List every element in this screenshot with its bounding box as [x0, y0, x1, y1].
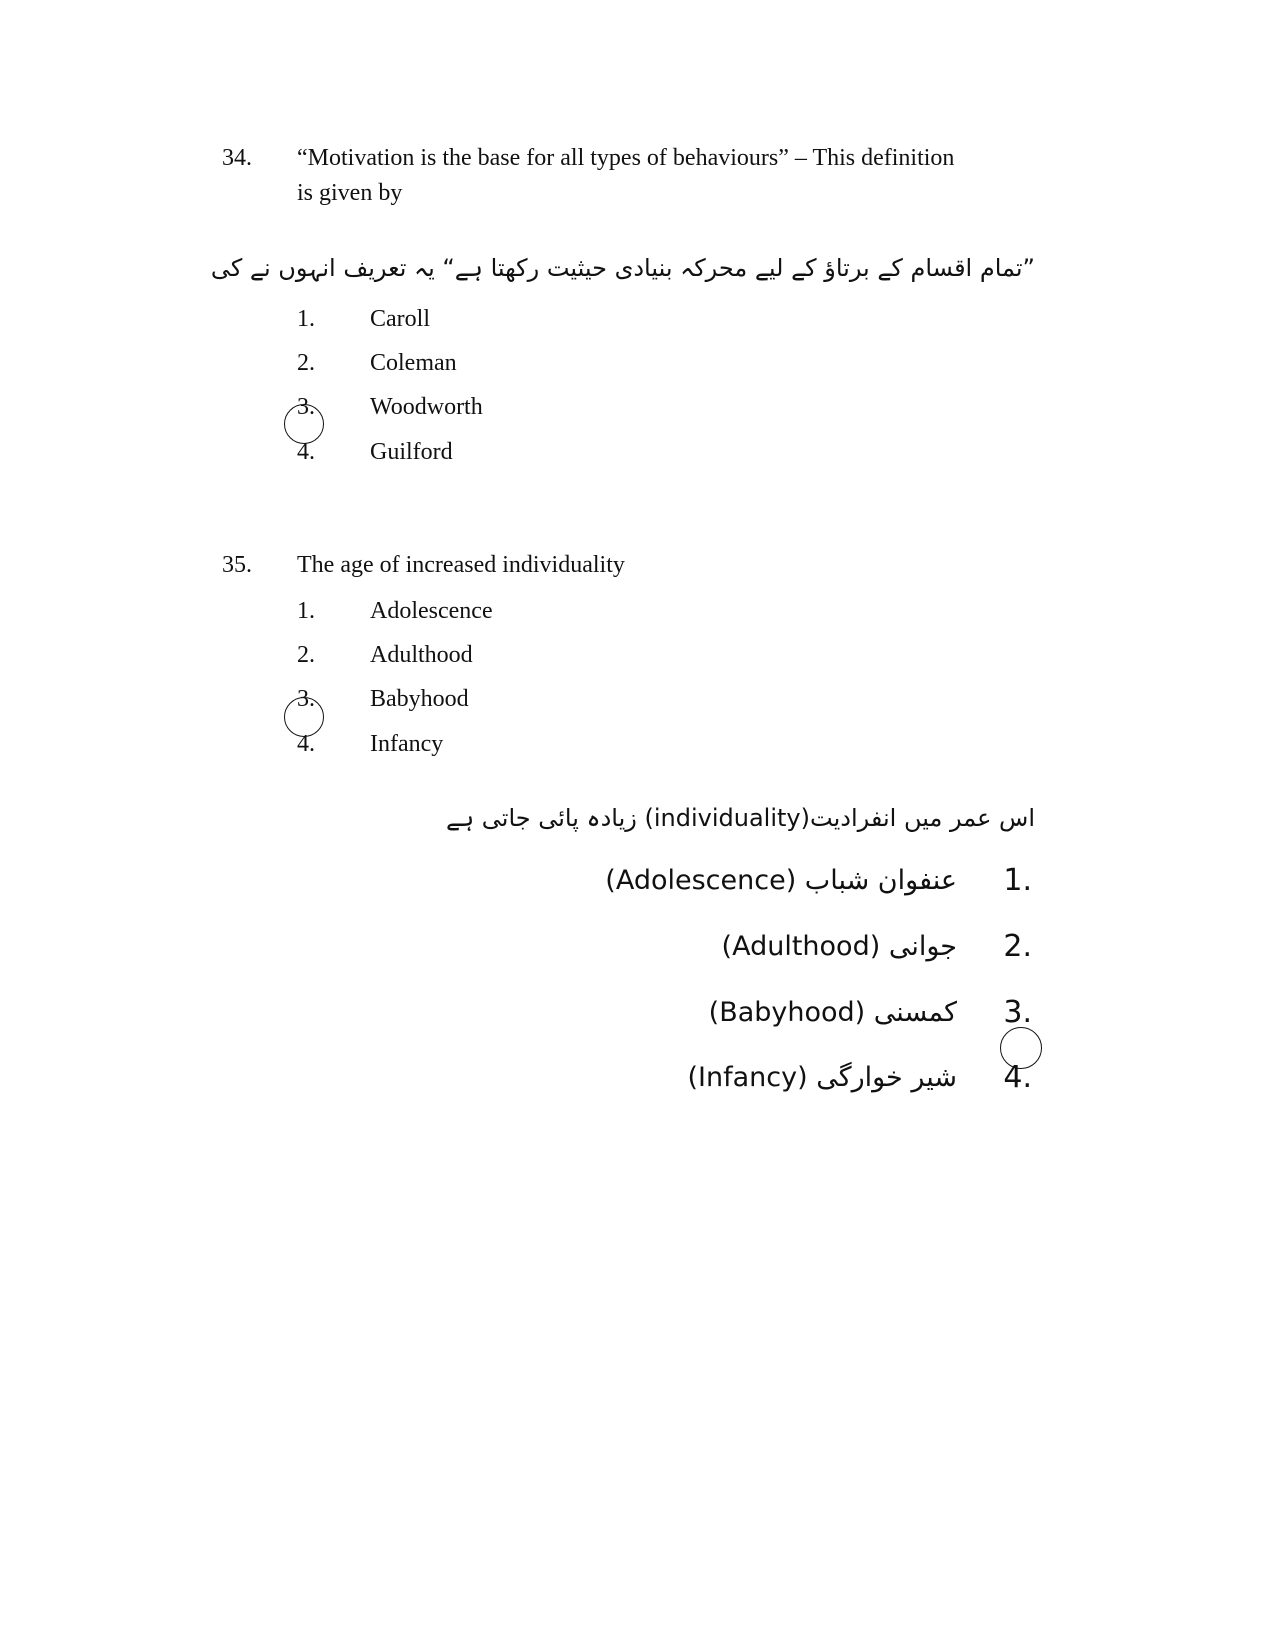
question-number: 35.: [222, 552, 252, 578]
urdu-option-label: جوانی (Adulthood): [721, 931, 957, 962]
urdu-option-label: عنفوان شباب (Adolescence): [605, 865, 957, 896]
option-number: 1.: [297, 306, 315, 332]
option-number: 3.: [297, 394, 315, 420]
option-number: 2.: [297, 642, 315, 668]
question-number: 34.: [222, 145, 252, 171]
option-number: 1.: [297, 598, 315, 624]
option-label: Babyhood: [370, 686, 469, 712]
option-number: 3.: [297, 686, 315, 712]
question-urdu-text: اس عمر میں انفرادیت(individuality) زیادہ پائی جاتی ہے: [446, 804, 1035, 832]
option-label: Coleman: [370, 350, 457, 376]
question-urdu-text: ”تمام اقسام کے برتاؤ کے لیے محرکہ بنیادی حیثیت رکھتا ہے“ یہ تعریف انہوں نے کی: [210, 254, 1035, 282]
option-label: Caroll: [370, 306, 430, 332]
option-label: Guilford: [370, 439, 453, 465]
option-number: 4.: [297, 731, 315, 757]
urdu-option-number: .3: [1003, 995, 1032, 1030]
option-label: Woodworth: [370, 394, 483, 420]
option-number: 4.: [297, 439, 315, 465]
option-label: Infancy: [370, 731, 444, 757]
urdu-option-number: .1: [1003, 863, 1032, 898]
urdu-option-number: .2: [1003, 929, 1032, 964]
option-label: Adulthood: [370, 642, 473, 668]
urdu-option-label: کمسنی (Babyhood): [708, 997, 957, 1028]
urdu-option-label: شیر خوارگی (Infancy): [687, 1062, 957, 1093]
question-text: “Motivation is the base for all types of behaviours” – This definition: [297, 145, 955, 171]
urdu-option-number: .4: [1003, 1060, 1032, 1095]
option-number: 2.: [297, 350, 315, 376]
question-text-continued: is given by: [297, 180, 403, 206]
question-text: The age of increased individuality: [297, 552, 625, 578]
option-label: Adolescence: [370, 598, 493, 624]
